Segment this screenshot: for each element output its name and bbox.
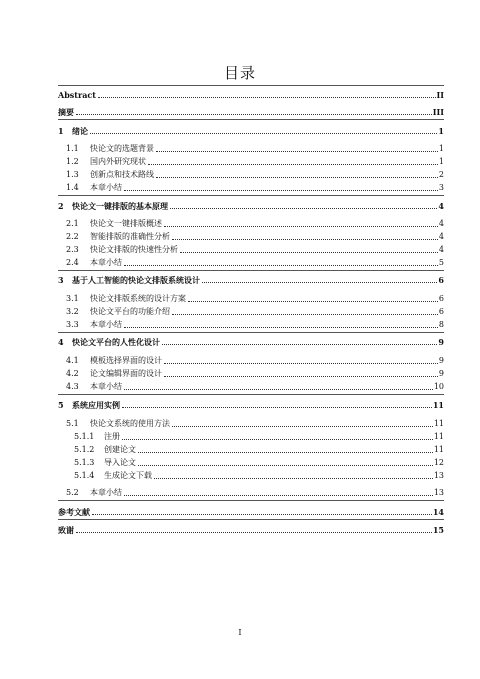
- toc-entry-page: 13: [433, 471, 444, 480]
- toc-entry-label: 快论文排版系统的设计方案: [90, 294, 186, 303]
- toc-entry-page: 14: [432, 507, 444, 517]
- toc-separator-line: [58, 270, 444, 271]
- toc-dot-leader: [124, 327, 438, 328]
- toc-entry[interactable]: [58, 87, 444, 100]
- toc-separator-line: [58, 85, 444, 86]
- toc-separator-line: [58, 195, 444, 196]
- toc-entry-number: 1: [58, 126, 64, 136]
- toc-entry-number: 5.1.3: [74, 458, 95, 467]
- toc-entry[interactable]: [58, 304, 444, 317]
- toc-entry-page: 15: [432, 525, 444, 535]
- toc-entry-label: 创建论文: [104, 445, 136, 454]
- toc-entry-label: 论文编辑界面的设计: [90, 369, 162, 378]
- toc-entry-label: 本章小结: [90, 382, 122, 391]
- toc-entry-label: 快论文一键排版的基本原理: [72, 201, 168, 211]
- toc-dot-leader: [156, 177, 438, 178]
- toc-entry-label: 快论文系统的使用方法: [90, 419, 170, 428]
- toc-entry-page: 3: [438, 183, 444, 192]
- toc-entry-number: 2.1: [66, 219, 79, 228]
- toc-separator-line: [58, 394, 444, 395]
- toc-entry-number: 2.3: [66, 245, 79, 254]
- toc-dot-leader: [124, 389, 433, 390]
- toc-entry-page: 4: [438, 232, 444, 241]
- toc-dot-leader: [170, 208, 437, 209]
- toc-dot-leader: [90, 133, 437, 134]
- toc-entry-page: II: [436, 90, 444, 100]
- toc-entry-number: 1.3: [66, 170, 79, 179]
- toc-dot-leader: [180, 252, 438, 253]
- toc-dot-leader: [124, 495, 433, 496]
- toc-dot-leader: [154, 478, 433, 479]
- toc-entry-number: 5.1.4: [74, 471, 95, 480]
- toc-entry-number: 3.3: [66, 320, 79, 329]
- toc-entry-page: 11: [433, 445, 444, 454]
- toc-entry-label: 生成论文下载: [104, 471, 152, 480]
- toc-entry-page: 5: [438, 258, 444, 267]
- toc-entry[interactable]: [58, 255, 444, 268]
- toc-entry[interactable]: [58, 468, 444, 481]
- toc-entry[interactable]: [58, 366, 444, 379]
- toc-entry[interactable]: [58, 154, 444, 167]
- toc-entry[interactable]: [58, 317, 444, 330]
- toc-entry-label: 本章小结: [90, 320, 122, 329]
- toc-entry[interactable]: [58, 504, 444, 517]
- toc-entry-number: 1.4: [66, 183, 79, 192]
- toc-entry-label: 摘要: [58, 107, 74, 117]
- toc-entry-label: 系统应用实例: [72, 400, 120, 410]
- toc-entry[interactable]: [58, 455, 444, 468]
- toc-entry-page: 1: [438, 157, 444, 166]
- toc-entry-label: 致谢: [58, 525, 74, 535]
- toc-entry-label: 参考文献: [58, 507, 90, 517]
- toc-entry[interactable]: [58, 180, 444, 193]
- toc-entry[interactable]: [58, 123, 444, 136]
- toc-dot-leader: [122, 407, 432, 408]
- toc-entry-number: 2.2: [66, 232, 79, 241]
- toc-entry-page: 6: [438, 307, 444, 316]
- toc-dot-leader: [76, 532, 432, 533]
- toc-separator-line: [58, 519, 444, 520]
- toc-dot-leader: [138, 452, 433, 453]
- toc-entry[interactable]: [58, 291, 444, 304]
- toc-separator-line: [58, 119, 444, 120]
- toc-entry-number: 5: [58, 400, 64, 410]
- toc-dot-leader: [122, 439, 433, 440]
- toc-dot-leader: [76, 114, 432, 115]
- toc-dot-leader: [124, 190, 438, 191]
- toc-dot-leader: [162, 344, 437, 345]
- toc-entry[interactable]: [58, 429, 444, 442]
- toc-entry-page: III: [432, 107, 444, 117]
- toc-entry-page: 11: [433, 432, 444, 441]
- toc-dot-leader: [172, 426, 433, 427]
- toc-entry-label: 快论文一键排版概述: [90, 219, 162, 228]
- toc-dot-leader: [164, 376, 438, 377]
- toc-dot-leader: [124, 265, 438, 266]
- toc-entry-page: 4: [438, 201, 444, 211]
- toc-entry-number: 5.1.1: [74, 432, 95, 441]
- toc-entry-label: 智能排版的准确性分析: [90, 232, 170, 241]
- toc-dot-leader: [172, 314, 438, 315]
- toc-entry-label: 本章小结: [90, 183, 122, 192]
- toc-entry-number: 3.1: [66, 294, 79, 303]
- toc-entry-number: 1.2: [66, 157, 79, 166]
- toc-separator-line: [58, 332, 444, 333]
- toc-entry-label: 本章小结: [90, 488, 122, 497]
- toc-dot-leader: [164, 363, 438, 364]
- toc-entry[interactable]: [58, 272, 444, 285]
- toc-entry-number: 4: [58, 337, 64, 347]
- toc-entry-page: 1: [438, 144, 444, 153]
- toc-entry-page: 9: [438, 369, 444, 378]
- toc-entry-label: 模板选择界面的设计: [90, 356, 162, 365]
- toc-entry-number: 4.1: [66, 356, 79, 365]
- toc-entry[interactable]: [58, 104, 444, 117]
- toc-entry-page: 11: [432, 400, 444, 410]
- toc-entry[interactable]: [58, 216, 444, 229]
- toc-entry-label: 注册: [104, 432, 120, 441]
- toc-entry-label: 创新点和技术路线: [90, 170, 154, 179]
- toc-entry-number: 5.2: [66, 488, 79, 497]
- toc-entry-number: 3.2: [66, 307, 79, 316]
- toc-entry-page: 10: [433, 382, 444, 391]
- toc-title: 目录: [223, 64, 256, 82]
- toc-entry[interactable]: [58, 334, 444, 347]
- toc-entry[interactable]: [58, 416, 444, 429]
- toc-entry-page: 6: [438, 294, 444, 303]
- toc-entry-number: 2.4: [66, 258, 79, 267]
- toc-entry[interactable]: [58, 522, 444, 535]
- toc-entry[interactable]: [58, 229, 444, 242]
- toc-entry[interactable]: [58, 379, 444, 392]
- toc-entry-page: 9: [438, 337, 444, 347]
- toc-entry-label: 本章小结: [90, 258, 122, 267]
- toc-entry-label: 快论文排版的快速性分析: [90, 245, 178, 254]
- toc-entry[interactable]: [58, 353, 444, 366]
- toc-dot-leader: [138, 465, 433, 466]
- toc-entry-page: 2: [438, 170, 444, 179]
- toc-dot-leader: [172, 239, 438, 240]
- toc-entry-page: 9: [438, 356, 444, 365]
- toc-entry-number: 5.1.2: [74, 445, 95, 454]
- toc-entry-page: 11: [433, 419, 444, 428]
- toc-entry-page: 4: [438, 219, 444, 228]
- toc-entry[interactable]: [58, 198, 444, 211]
- toc-entry-number: 3: [58, 275, 64, 285]
- toc-dot-leader: [164, 226, 438, 227]
- toc-entry-label: 绪论: [72, 126, 88, 136]
- toc-entry-label: 快论文平台的功能介绍: [90, 307, 170, 316]
- toc-entry-label: Abstract: [58, 90, 96, 100]
- toc-entry-number: 4.2: [66, 369, 79, 378]
- toc-entry-page: 12: [433, 458, 444, 467]
- toc-entry[interactable]: [58, 442, 444, 455]
- toc-entry-page: 13: [433, 488, 444, 497]
- toc-entry[interactable]: [58, 167, 444, 180]
- toc-entry-number: 4.3: [66, 382, 79, 391]
- toc-entry[interactable]: [58, 242, 444, 255]
- toc-dot-leader: [98, 97, 436, 98]
- toc-entry-page: 8: [438, 320, 444, 329]
- toc-separator-line: [58, 500, 444, 501]
- toc-dot-leader: [156, 151, 438, 152]
- toc-entry-number: 1.1: [66, 144, 79, 153]
- toc-entry-page: 4: [438, 245, 444, 254]
- page-number: I: [238, 628, 242, 637]
- toc-entry-page: 6: [438, 275, 444, 285]
- toc-entry[interactable]: [58, 141, 444, 154]
- toc-entry-label: 基于人工智能的快论文排版系统设计: [72, 275, 200, 285]
- toc-dot-leader: [92, 514, 432, 515]
- toc-dot-leader: [188, 301, 438, 302]
- toc-entry-page: 1: [438, 126, 444, 136]
- toc-entry-label: 国内外研究现状: [90, 157, 146, 166]
- toc-entry-number: 2: [58, 201, 64, 211]
- toc-dot-leader: [148, 164, 438, 165]
- toc-dot-leader: [202, 282, 437, 283]
- toc-entry-label: 导入论文: [104, 458, 136, 467]
- toc-entry-label: 快论文的选题背景: [90, 144, 154, 153]
- toc-entry-number: 5.1: [66, 419, 79, 428]
- toc-entry[interactable]: [58, 485, 444, 498]
- toc-entry-label: 快论文平台的人性化设计: [72, 337, 160, 347]
- toc-entry[interactable]: [58, 397, 444, 410]
